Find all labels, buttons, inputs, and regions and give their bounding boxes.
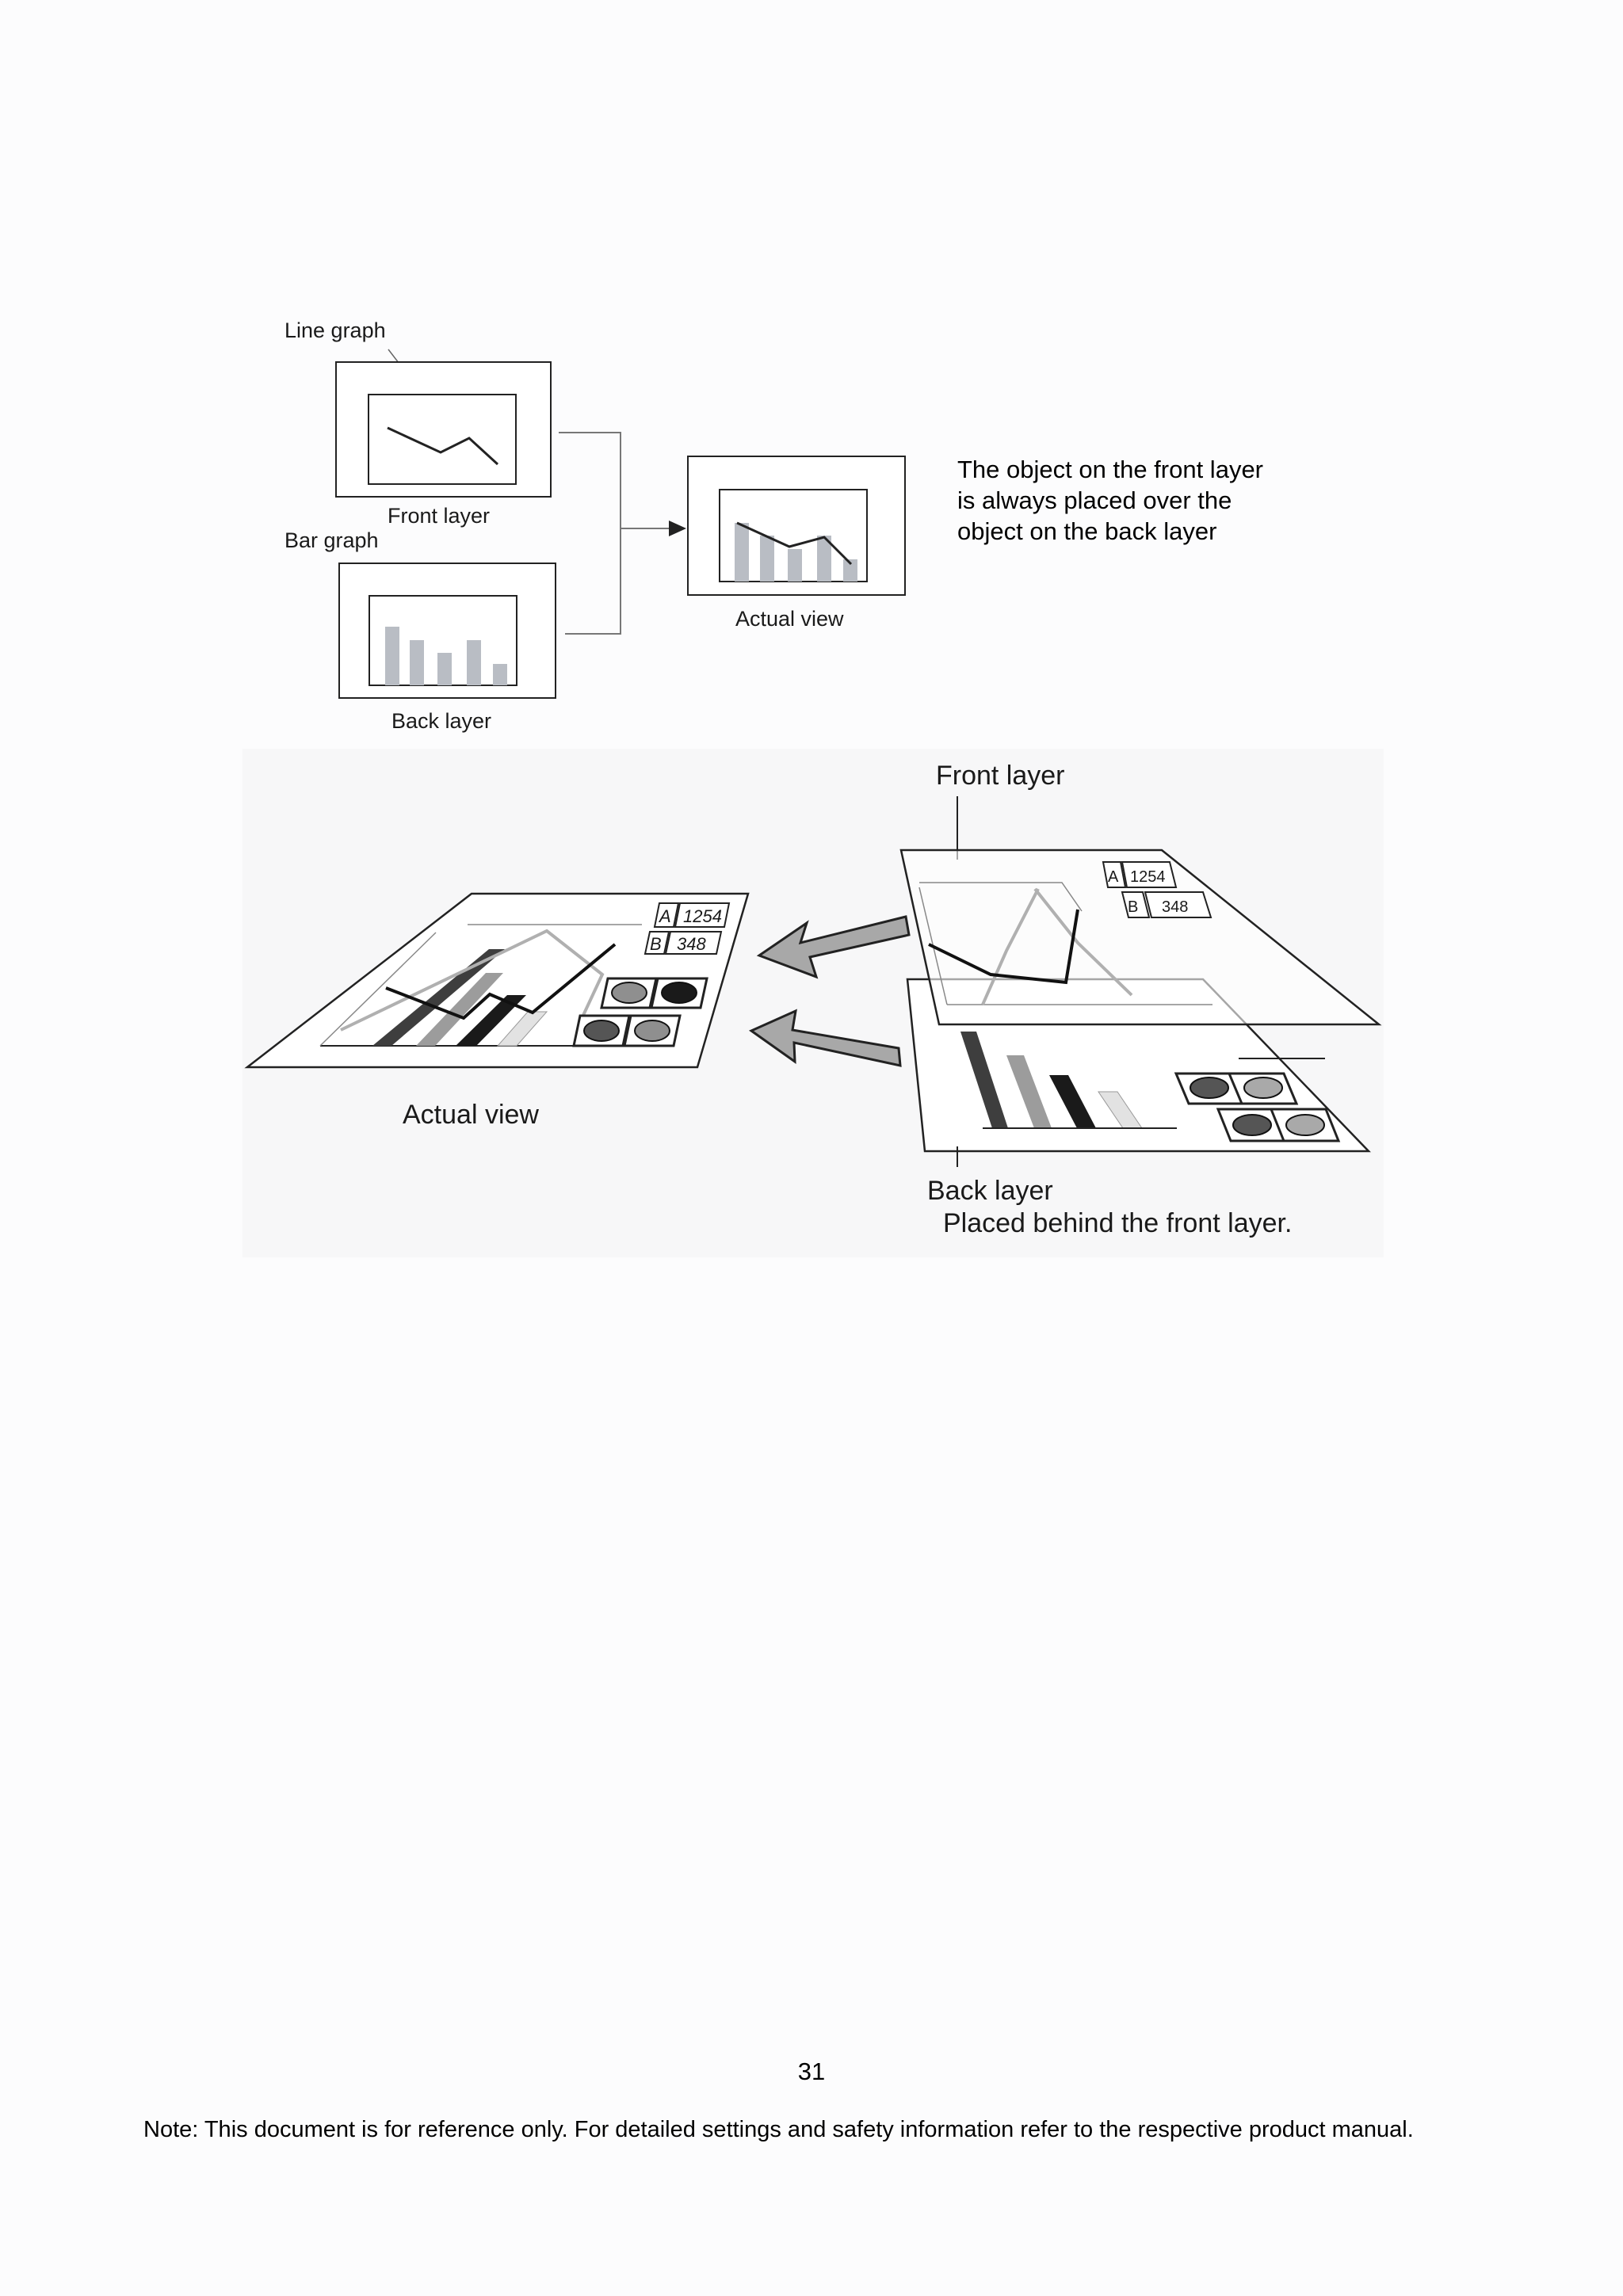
actual-bar: [760, 536, 774, 582]
actual-lamp-icon: [612, 982, 647, 1003]
back-bar: [437, 653, 452, 685]
layer-explanation: [957, 454, 1369, 547]
front-layer-screen: [369, 395, 516, 484]
display-b-value: 348: [1162, 898, 1189, 916]
actual-bar: [735, 523, 749, 582]
back-bar: [410, 640, 424, 685]
actual-display-b-value: 348: [677, 934, 706, 954]
actual-lamp-icon: [635, 1020, 670, 1041]
actual-view-3d-label: Actual view: [403, 1100, 539, 1130]
back-layer-label: Back layer: [391, 709, 492, 733]
lamp-icon: [1190, 1077, 1228, 1098]
actual-display-a-value: 1254: [683, 906, 722, 926]
front-merge-arrow: [759, 917, 909, 977]
front-layer-label: Front layer: [388, 504, 491, 528]
merge-arrowhead: [669, 521, 686, 536]
explanation-line: is always placed over the: [957, 486, 1232, 514]
display-b-letter: B: [1128, 898, 1139, 916]
back-bar: [493, 664, 507, 685]
lamp-icon: [1233, 1115, 1271, 1135]
page-number: 31: [797, 2058, 826, 2085]
footer-note: Note: This document is for reference only. For detailed settings and safety information refer to the respective product manual.: [143, 2117, 1414, 2142]
explanation-line: object on the back layer: [957, 517, 1217, 545]
back-bar: [385, 627, 399, 685]
actual-lamp-icon: [662, 982, 697, 1003]
actual-view-label: Actual view: [735, 607, 844, 631]
back-merge-arrow: [751, 1011, 900, 1066]
back-layer-3d-label: Back layer: [927, 1176, 1053, 1206]
actual-lamp-icon: [584, 1020, 619, 1041]
display-a-value: 1254: [1130, 868, 1166, 886]
explanation-line: The object on the front layer: [957, 456, 1264, 483]
actual-display-a-letter: A: [659, 906, 671, 926]
merge-connector: [559, 433, 674, 634]
front-layer-3d-label: Front layer: [936, 761, 1065, 791]
actual-bar: [788, 549, 802, 582]
actual-display-b-letter: B: [650, 934, 662, 954]
line-graph-label: Line graph: [285, 318, 386, 342]
back-layer-caption: Placed behind the front layer.: [943, 1208, 1293, 1238]
display-a-letter: A: [1108, 868, 1119, 886]
bar-graph-label: Bar graph: [285, 528, 379, 552]
lamp-icon: [1286, 1115, 1324, 1135]
lamp-icon: [1244, 1077, 1282, 1098]
back-bar: [467, 640, 481, 685]
